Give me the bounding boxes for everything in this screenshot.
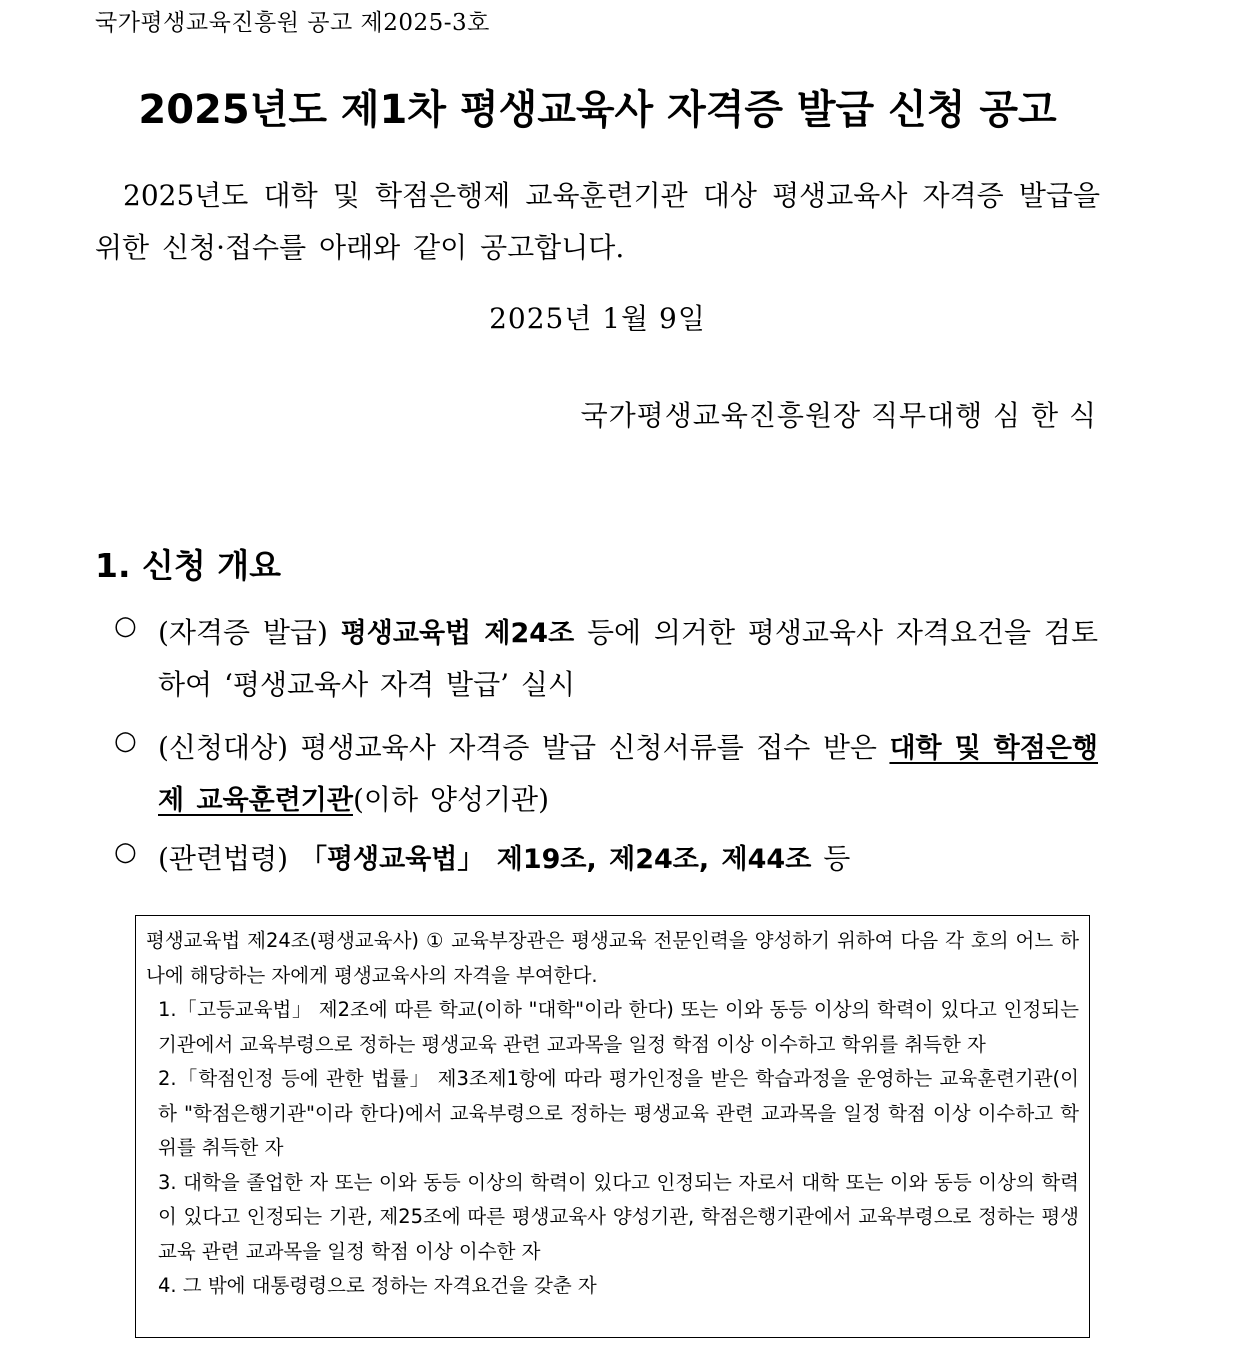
law-item: 1.「고등교육법」 제2조에 따른 학교(이하 "대학"이라 한다) 또는 이와 동등 이상의 학력이 있다고 인정되는 기관에서 교육부령으로 정하는 평생교육 관련 교과목을 일정 학점 이상 이수하고 학위를 취득한 자	[158, 998, 1079, 1056]
bullet-text-post: (이하 양성기관)	[352, 783, 550, 816]
notice-number: 국가평생교육진흥원 공고 제2025-3호	[95, 10, 490, 36]
signer: 국가평생교육진흥원장 직무대행 심 한 식	[580, 399, 1097, 432]
law-item: 2.「학점인정 등에 관한 법률」 제3조제1항에 따라 평가인정을 받은 학습과정을 운영하는 교육훈련기관(이하 "학점은행기관"이라 한다)에서 교육부령으로 정하는 평생교육 관련 교과목을 일정 학점 이상 이수하고 학위를 취득한 자	[158, 1067, 1079, 1159]
bullet-text-pre: (관련법령)	[158, 842, 300, 875]
law-excerpt-box	[135, 915, 1090, 1338]
bullet-text-pre: (자격증 발급)	[158, 616, 341, 649]
page-title: 2025년도 제1차 평생교육사 자격증 발급 신청 공고	[138, 87, 1057, 133]
bullet-circle-icon: ○	[114, 837, 137, 867]
bullet-text-bold-underlined: 대학 및 학점은행제 교육훈련기관	[158, 733, 1099, 816]
bullet-text-bold: 「평생교육법」 제19조, 제24조, 제44조	[299, 844, 812, 875]
bullet-item	[158, 722, 1098, 826]
bullet-text-post: 등에 의거한 평생교육사 자격요건을 검토하여 ‘평생교육사 자격 발급’ 실시	[158, 616, 1098, 701]
section-heading: 1. 신청 개요	[95, 546, 281, 585]
law-item: 3. 대학을 졸업한 자 또는 이와 동등 이상의 학력이 있다고 인정되는 자로서 대학 또는 이와 동등 이상의 학력이 있다고 인정되는 기관, 제25조에 따른 평생교육사 양성기관, 학점은행기관에서 교육부령으로 정하는 평생교육 관련 교과목을 일정 학점 이상 이수한 자	[158, 1170, 1079, 1263]
intro-paragraph: 2025년도 대학 및 학점은행제 교육훈련기관 대상 평생교육사 자격증 발급을 위한 신청·접수를 아래와 같이 공고합니다.	[95, 179, 1100, 264]
bullet-text-pre: (신청대상) 평생교육사 자격증 발급 신청서류를 접수 받은	[158, 731, 890, 764]
bullet-text-post: 등	[811, 842, 851, 875]
bullet-item	[158, 833, 1098, 885]
bullet-text-bold: 평생교육법 제24조	[340, 618, 575, 649]
notice-date: 2025년 1월 9일	[489, 302, 706, 335]
law-excerpt-heading: 평생교육법 제24조(평생교육사) ① 교육부장관은 평생교육 전문인력을 양성하기 위하여 다음 각 호의 어느 하나에 해당하는 자에게 평생교육사의 자격을 부여한다.	[146, 929, 1079, 987]
bullet-item	[158, 607, 1098, 710]
bullet-circle-icon: ○	[114, 726, 137, 756]
law-item: 4. 그 밖에 대통령령으로 정하는 자격요건을 갖춘 자	[158, 1274, 597, 1297]
bullet-circle-icon: ○	[114, 611, 137, 641]
